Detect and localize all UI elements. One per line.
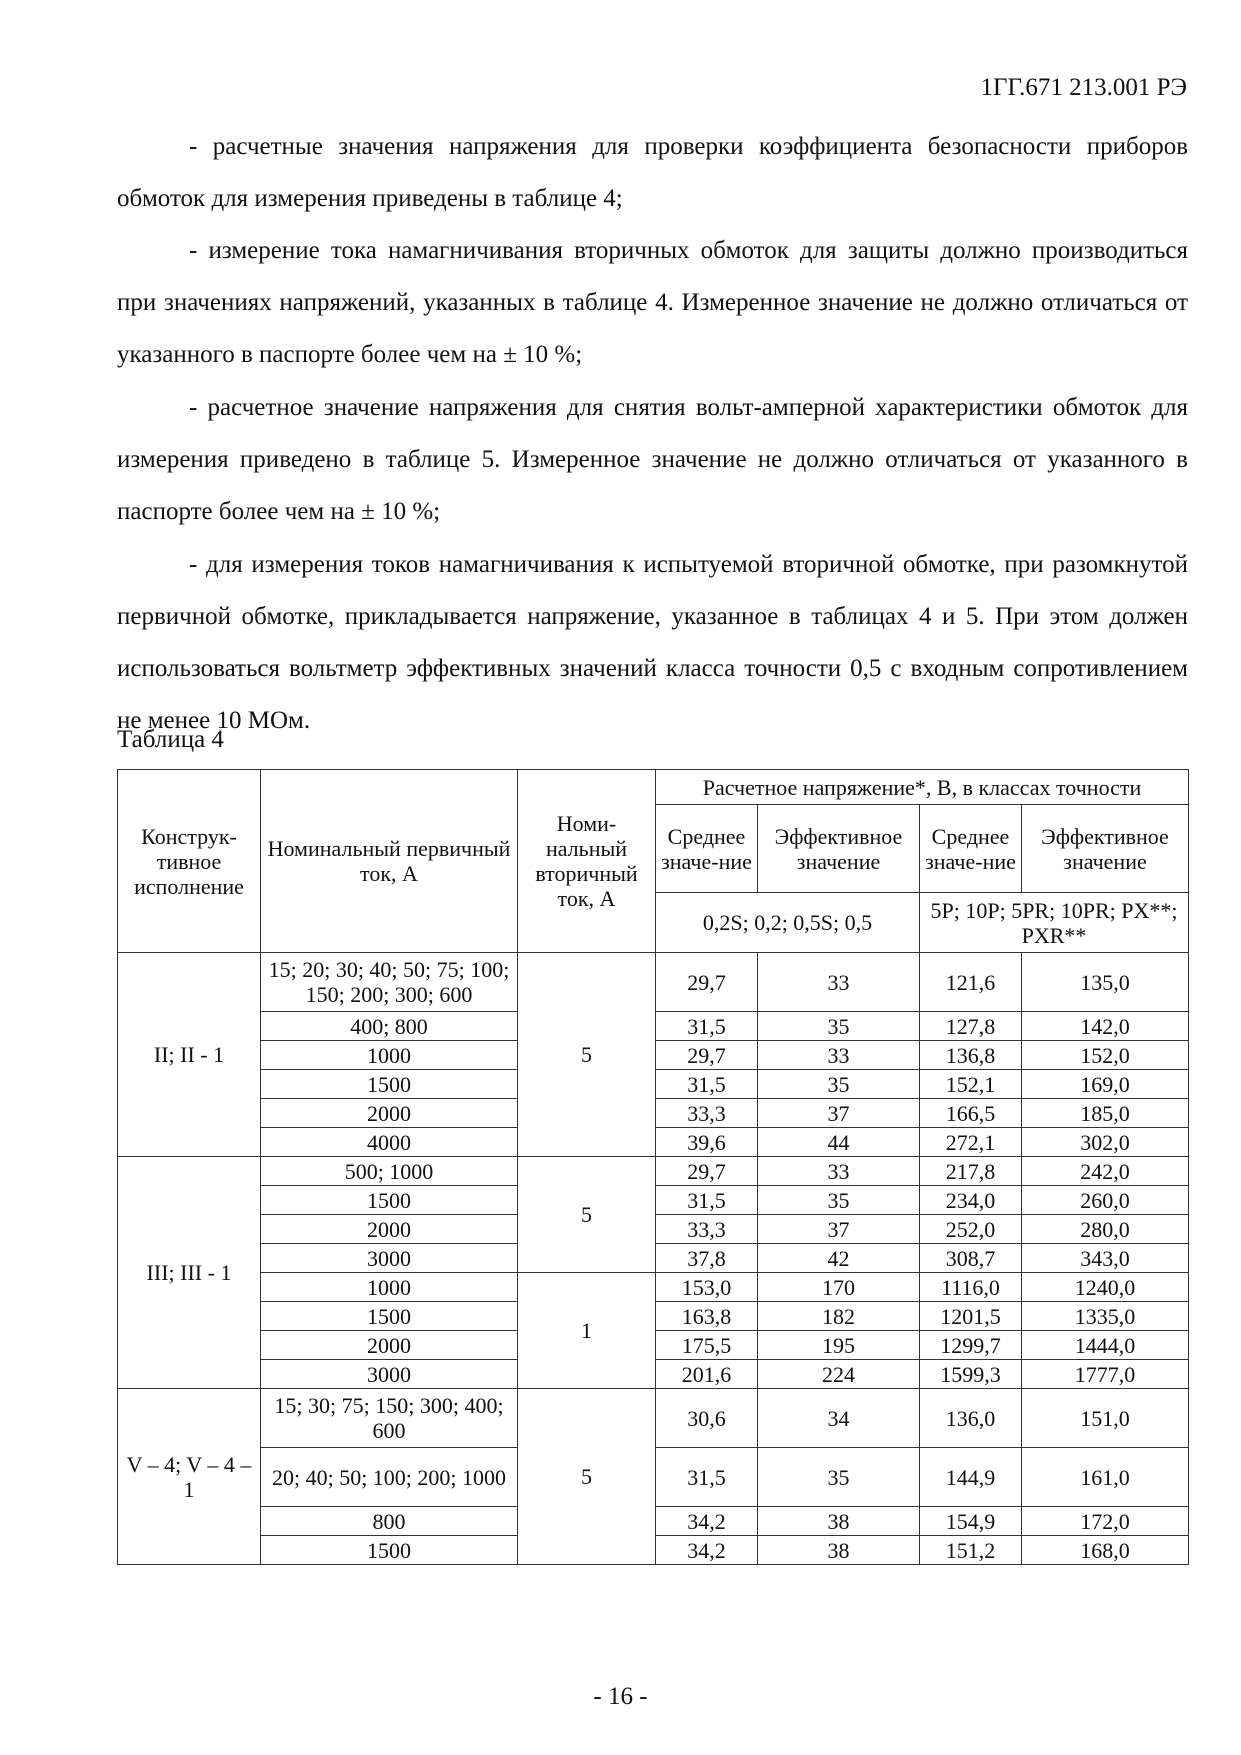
page-number: - 16 - — [593, 1683, 648, 1710]
cell-secondary-current: 5 — [518, 1389, 656, 1565]
header-voltage-group: Расчетное напряжение*, В, в классах точности — [656, 770, 1189, 805]
cell-avg-2: 136,8 — [920, 1041, 1022, 1070]
cell-eff-2: 1240,0 — [1022, 1273, 1189, 1302]
cell-avg-1: 34,2 — [656, 1536, 758, 1565]
header-primary-current: Номинальный первичный ток, А — [261, 770, 518, 953]
cell-avg-2: 1599,3 — [920, 1360, 1022, 1389]
cell-primary-current: 800 — [261, 1507, 518, 1536]
cell-avg-1: 31,5 — [656, 1448, 758, 1507]
cell-eff-2: 172,0 — [1022, 1507, 1189, 1536]
cell-eff-2: 152,0 — [1022, 1041, 1189, 1070]
table-row — [118, 1273, 1189, 1302]
cell-eff-1: 44 — [758, 1128, 920, 1157]
cell-avg-1: 163,8 — [656, 1302, 758, 1331]
cell-eff-1: 38 — [758, 1536, 920, 1565]
document-code: 1ГГ.671 213.001 РЭ — [980, 74, 1187, 101]
cell-avg-1: 33,3 — [656, 1215, 758, 1244]
cell-avg-2: 1299,7 — [920, 1331, 1022, 1360]
header-avg-2: Среднее значе-ние — [920, 805, 1022, 893]
cell-primary-current: 2000 — [261, 1215, 518, 1244]
cell-secondary-current: 1 — [518, 1273, 656, 1389]
cell-primary-current: 1500 — [261, 1070, 518, 1099]
cell-eff-1: 33 — [758, 953, 920, 1012]
header-eff-2: Эффективное значение — [1022, 805, 1189, 893]
cell-eff-1: 35 — [758, 1012, 920, 1041]
cell-eff-2: 343,0 — [1022, 1244, 1189, 1273]
cell-avg-2: 272,1 — [920, 1128, 1022, 1157]
cell-avg-1: 37,8 — [656, 1244, 758, 1273]
header-secondary-current: Номи-нальный вторичный ток, А — [518, 770, 656, 953]
cell-avg-2: 136,0 — [920, 1389, 1022, 1448]
cell-eff-1: 35 — [758, 1070, 920, 1099]
header-row — [118, 770, 1189, 805]
header-eff-1: Эффективное значение — [758, 805, 920, 893]
table-body — [118, 953, 1189, 1565]
cell-eff-1: 37 — [758, 1215, 920, 1244]
cell-eff-2: 1444,0 — [1022, 1331, 1189, 1360]
table-caption: Таблица 4 — [117, 726, 224, 753]
cell-primary-current: 3000 — [261, 1360, 518, 1389]
cell-eff-2: 280,0 — [1022, 1215, 1189, 1244]
cell-secondary-current: 5 — [518, 1157, 656, 1273]
cell-avg-1: 175,5 — [656, 1331, 758, 1360]
cell-avg-2: 252,0 — [920, 1215, 1022, 1244]
cell-eff-1: 35 — [758, 1448, 920, 1507]
cell-avg-1: 29,7 — [656, 1041, 758, 1070]
cell-avg-2: 1201,5 — [920, 1302, 1022, 1331]
cell-avg-1: 33,3 — [656, 1099, 758, 1128]
cell-avg-2: 217,8 — [920, 1157, 1022, 1186]
table-row — [118, 1389, 1189, 1448]
cell-avg-2: 127,8 — [920, 1012, 1022, 1041]
cell-eff-1: 195 — [758, 1331, 920, 1360]
cell-primary-current: 1000 — [261, 1273, 518, 1302]
cell-secondary-current: 5 — [518, 953, 656, 1157]
cell-avg-1: 39,6 — [656, 1128, 758, 1157]
header-classes-2: 5P; 10P; 5PR; 10PR; PX**; PXR** — [920, 893, 1189, 953]
cell-eff-2: 1335,0 — [1022, 1302, 1189, 1331]
cell-eff-2: 1777,0 — [1022, 1360, 1189, 1389]
cell-eff-1: 33 — [758, 1041, 920, 1070]
cell-primary-current: 15; 30; 75; 150; 300; 400; 600 — [261, 1389, 518, 1448]
cell-primary-current: 2000 — [261, 1099, 518, 1128]
cell-eff-2: 135,0 — [1022, 953, 1189, 1012]
header-design: Конструк-тивное исполнение — [118, 770, 261, 953]
cell-avg-2: 234,0 — [920, 1186, 1022, 1215]
cell-eff-1: 38 — [758, 1507, 920, 1536]
cell-eff-2: 142,0 — [1022, 1012, 1189, 1041]
cell-primary-current: 15; 20; 30; 40; 50; 75; 100; 150; 200; 300; 600 — [261, 953, 518, 1012]
cell-primary-current: 4000 — [261, 1128, 518, 1157]
cell-avg-2: 166,5 — [920, 1099, 1022, 1128]
cell-primary-current: 1500 — [261, 1536, 518, 1565]
cell-eff-1: 182 — [758, 1302, 920, 1331]
cell-avg-2: 308,7 — [920, 1244, 1022, 1273]
cell-primary-current: 3000 — [261, 1244, 518, 1273]
cell-avg-2: 121,6 — [920, 953, 1022, 1012]
cell-eff-2: 169,0 — [1022, 1070, 1189, 1099]
cell-primary-current: 1500 — [261, 1302, 518, 1331]
cell-avg-1: 29,7 — [656, 953, 758, 1012]
cell-eff-1: 35 — [758, 1186, 920, 1215]
cell-avg-1: 29,7 — [656, 1157, 758, 1186]
cell-avg-1: 31,5 — [656, 1012, 758, 1041]
cell-primary-current: 20; 40; 50; 100; 200; 1000 — [261, 1448, 518, 1507]
cell-primary-current: 2000 — [261, 1331, 518, 1360]
paragraph: - расчетные значения напряжения для проверки коэффициента безопасности приборов обмоток для измерения приведены в таблице 4; — [117, 133, 1188, 212]
cell-eff-1: 34 — [758, 1389, 920, 1448]
cell-eff-2: 260,0 — [1022, 1186, 1189, 1215]
cell-avg-1: 34,2 — [656, 1507, 758, 1536]
cell-primary-current: 400; 800 — [261, 1012, 518, 1041]
cell-avg-1: 30,6 — [656, 1389, 758, 1448]
cell-design: III; III - 1 — [118, 1157, 261, 1389]
cell-eff-2: 302,0 — [1022, 1128, 1189, 1157]
paragraph: - измерение тока намагничивания вторичных обмоток для защиты должно производиться при значениях напряжений, указанных в таблице 4. Измеренное значение не должно отличаться от указанного в паспорте более чем на ± 10 %; — [117, 237, 1188, 368]
cell-avg-1: 31,5 — [656, 1186, 758, 1215]
cell-avg-2: 151,2 — [920, 1536, 1022, 1565]
cell-eff-2: 168,0 — [1022, 1536, 1189, 1565]
table-row — [118, 953, 1189, 1012]
table-row — [118, 1157, 1189, 1186]
cell-eff-1: 37 — [758, 1099, 920, 1128]
header-classes-1: 0,2S; 0,2; 0,5S; 0,5 — [656, 893, 920, 953]
header-avg-1: Среднее значе-ние — [656, 805, 758, 893]
cell-avg-2: 144,9 — [920, 1448, 1022, 1507]
cell-eff-1: 170 — [758, 1273, 920, 1302]
cell-eff-1: 42 — [758, 1244, 920, 1273]
voltage-table — [117, 769, 1189, 1565]
cell-avg-1: 201,6 — [656, 1360, 758, 1389]
cell-eff-2: 161,0 — [1022, 1448, 1189, 1507]
cell-eff-2: 242,0 — [1022, 1157, 1189, 1186]
cell-design: II; II - 1 — [118, 953, 261, 1157]
cell-avg-1: 31,5 — [656, 1070, 758, 1099]
paragraph: - для измерения токов намагничивания к испытуемой вторичной обмотке, при разомкнутой первичной обмотке, прикладывается напряжение, указанное в таблицах 4 и 5. При этом должен использоваться вольтметр эффективных значений класса точности 0,5 с входным сопротивлением не менее 10 МОм. — [117, 551, 1188, 734]
cell-eff-1: 224 — [758, 1360, 920, 1389]
cell-eff-1: 33 — [758, 1157, 920, 1186]
cell-primary-current: 1000 — [261, 1041, 518, 1070]
cell-primary-current: 500; 1000 — [261, 1157, 518, 1186]
paragraph: - расчетное значение напряжения для снятия вольт-амперной характеристики обмоток для измерения приведено в таблице 5. Измеренное значение не должно отличаться от указанного в паспорте более чем на ± 10 %; — [117, 394, 1188, 525]
cell-avg-2: 152,1 — [920, 1070, 1022, 1099]
cell-design: V – 4; V – 4 – 1 — [118, 1389, 261, 1565]
cell-eff-2: 185,0 — [1022, 1099, 1189, 1128]
cell-avg-2: 154,9 — [920, 1507, 1022, 1536]
cell-eff-2: 151,0 — [1022, 1389, 1189, 1448]
cell-primary-current: 1500 — [261, 1186, 518, 1215]
cell-avg-1: 153,0 — [656, 1273, 758, 1302]
cell-avg-2: 1116,0 — [920, 1273, 1022, 1302]
